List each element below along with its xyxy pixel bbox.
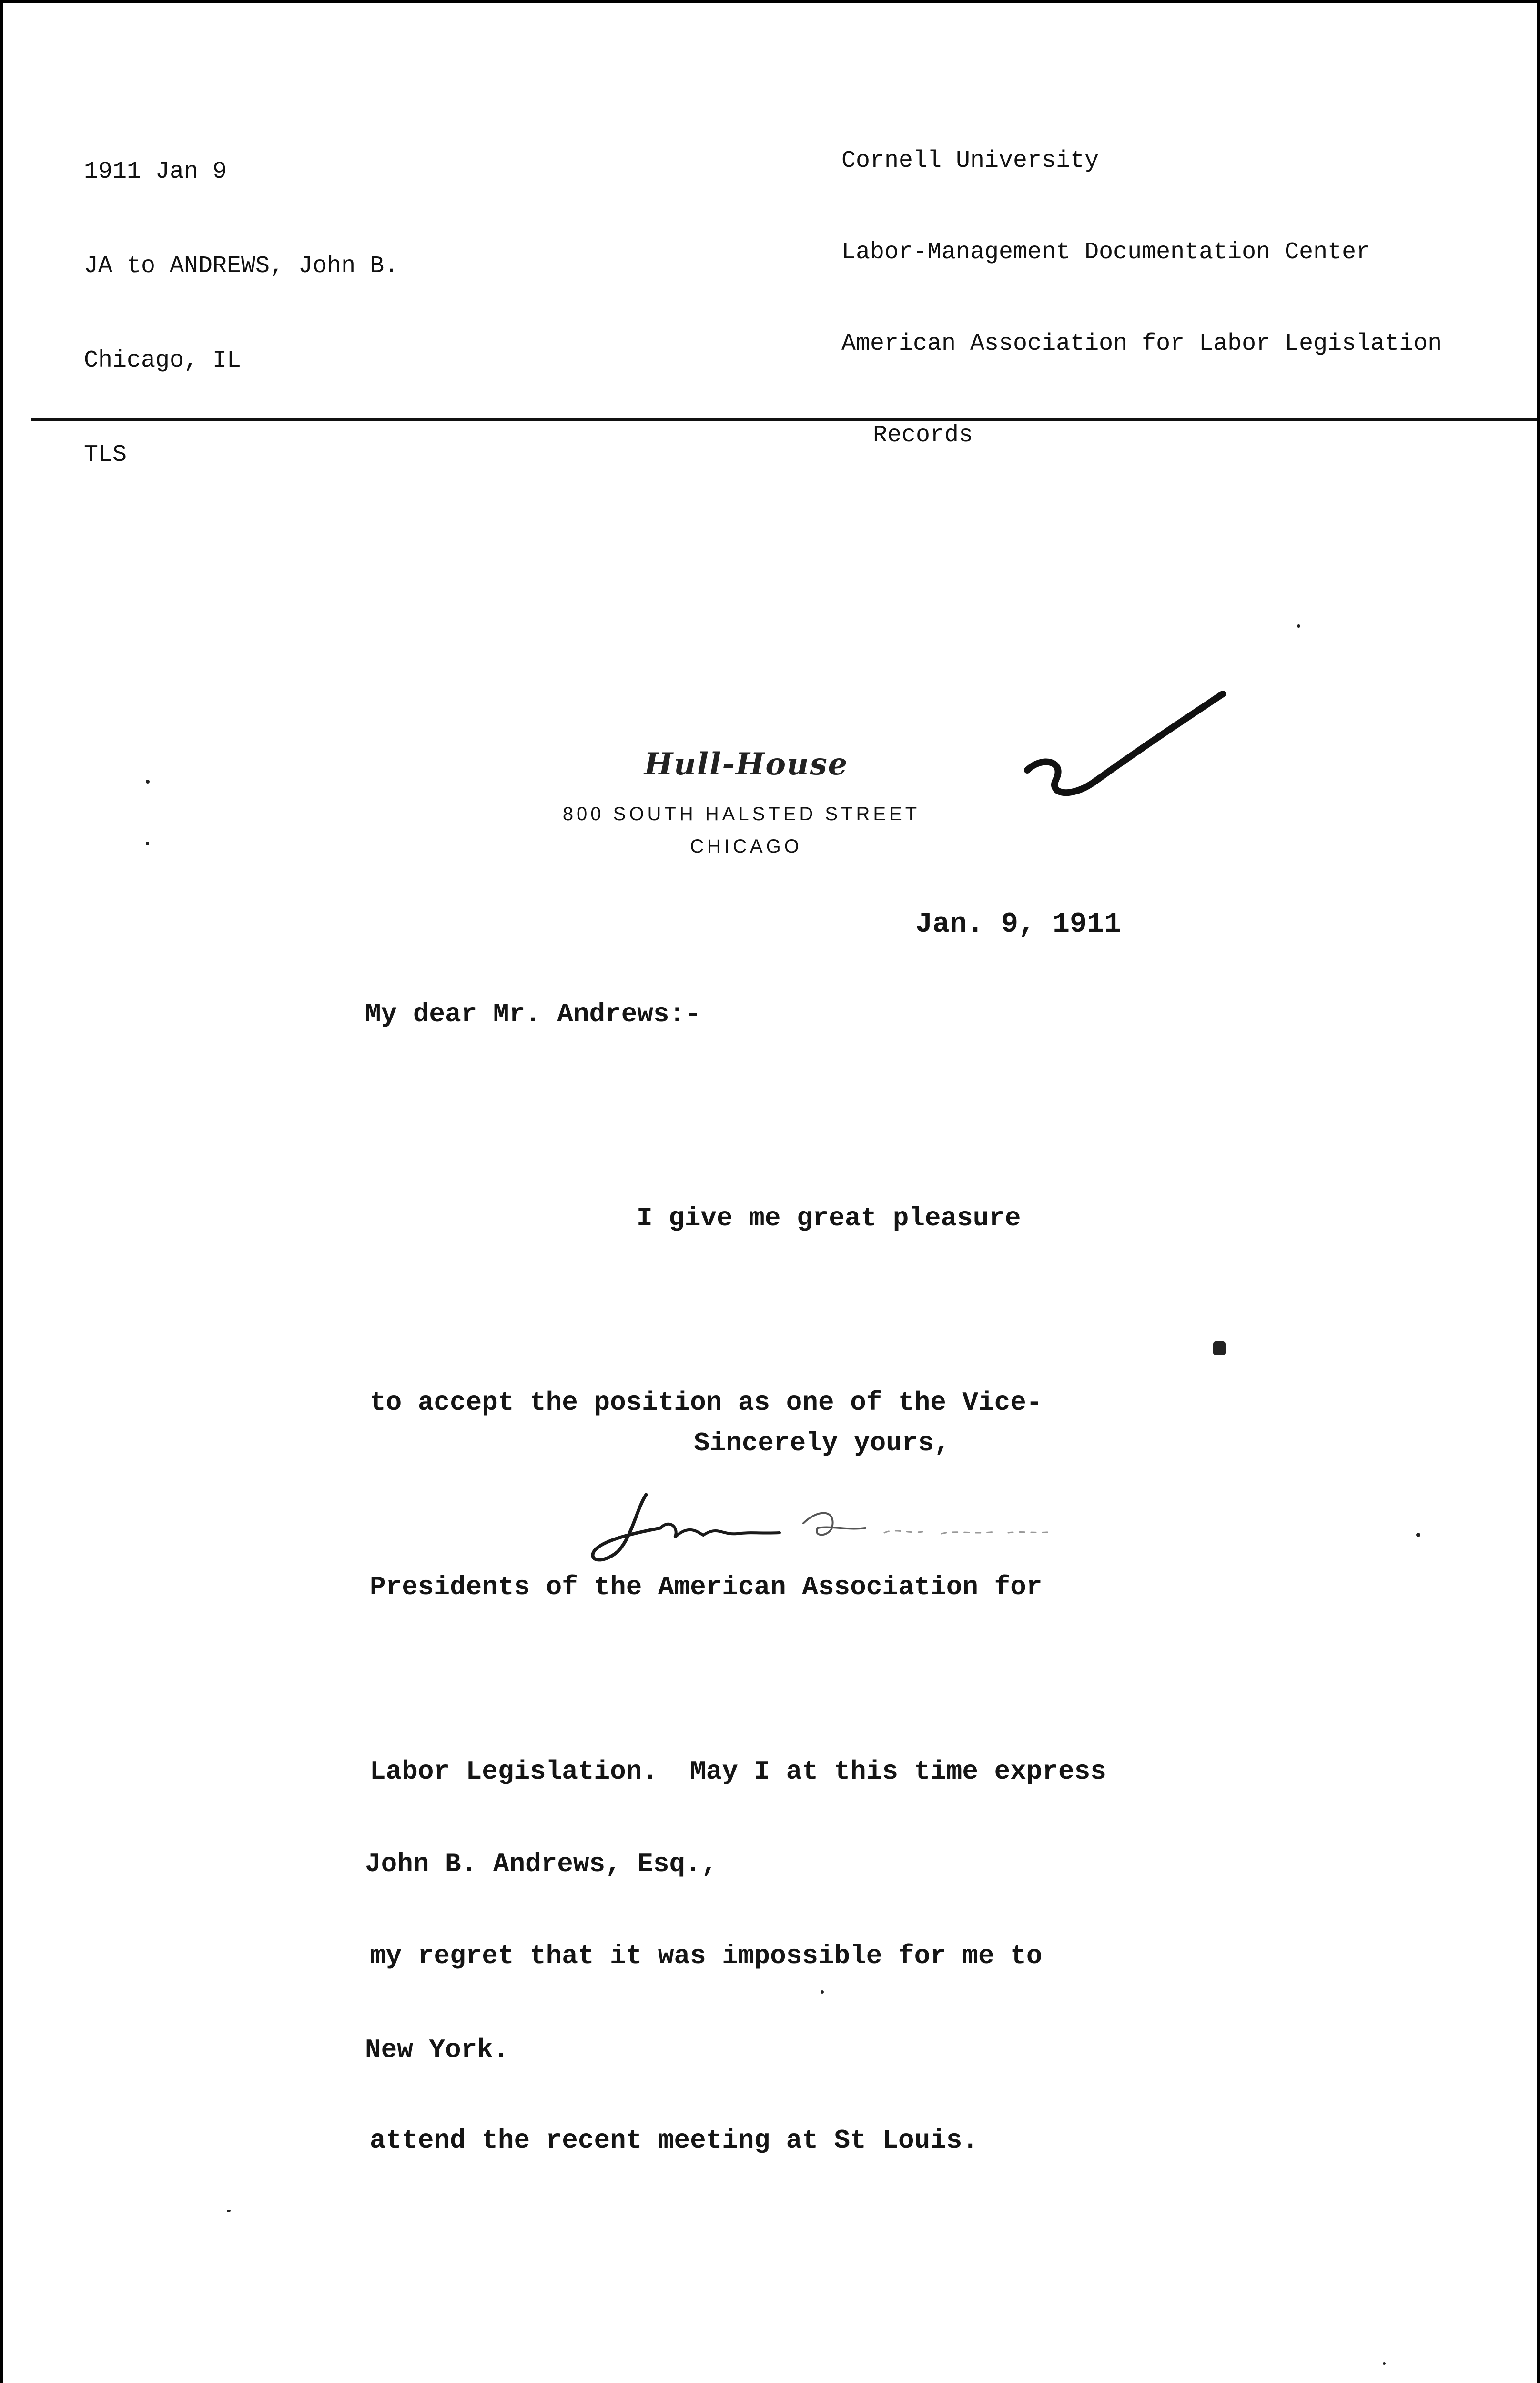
scan-speck <box>821 1990 824 1994</box>
letter-date: Jan. 9, 1911 <box>915 908 1122 941</box>
handwritten-signature <box>579 1480 1104 1576</box>
checkmark-icon <box>1013 689 1232 813</box>
document-page <box>3 3 1537 2383</box>
recipient-address <box>365 1709 717 2205</box>
scan-speck <box>1297 624 1300 628</box>
catalog-series: Records <box>873 422 973 449</box>
body-line: Labor Legislation. May I at this time express <box>370 1756 1106 1787</box>
catalog-institution: Cornell University <box>841 147 1099 174</box>
body-line: to accept the position as one of the Vice- <box>370 1387 1043 1418</box>
closing: Sincerely yours, <box>694 1428 950 1458</box>
catalog-type: TLS <box>84 441 127 468</box>
catalog-info-left <box>84 93 398 534</box>
letterhead-street: 800 SOUTH HALSTED STREET <box>562 804 921 825</box>
catalog-date: 1911 Jan 9 <box>84 158 227 185</box>
salutation: My dear Mr. Andrews:- <box>365 999 701 1029</box>
recipient-city: New York. <box>365 2035 509 2065</box>
letterhead-name: Hull-House <box>644 746 849 782</box>
divider-rule <box>31 418 1537 421</box>
body-line: my regret that it was impossible for me to <box>370 1941 1043 1971</box>
body-line: I give me great pleasure <box>637 1203 1021 1233</box>
recipient-name: John B. Andrews, Esq., <box>365 1849 718 1879</box>
scan-speck <box>227 2210 231 2212</box>
letterhead-city: CHICAGO <box>690 836 802 857</box>
scan-speck <box>146 780 150 784</box>
scan-speck <box>1383 2362 1386 2365</box>
scan-speck <box>146 842 149 845</box>
catalog-collection: American Association for Labor Legislation <box>841 330 1442 357</box>
scan-speck <box>1213 1341 1226 1355</box>
catalog-correspondents: JA to ANDREWS, John B. <box>84 253 399 280</box>
body-line: Presidents of the American Association for <box>370 1572 1043 1602</box>
body-line: attend the recent meeting at St Louis. <box>370 2125 979 2156</box>
catalog-place: Chicago, IL <box>84 347 242 374</box>
scan-speck <box>1416 1533 1420 1537</box>
catalog-center: Labor-Management Documentation Center <box>841 239 1371 266</box>
catalog-info-right <box>841 85 1442 512</box>
